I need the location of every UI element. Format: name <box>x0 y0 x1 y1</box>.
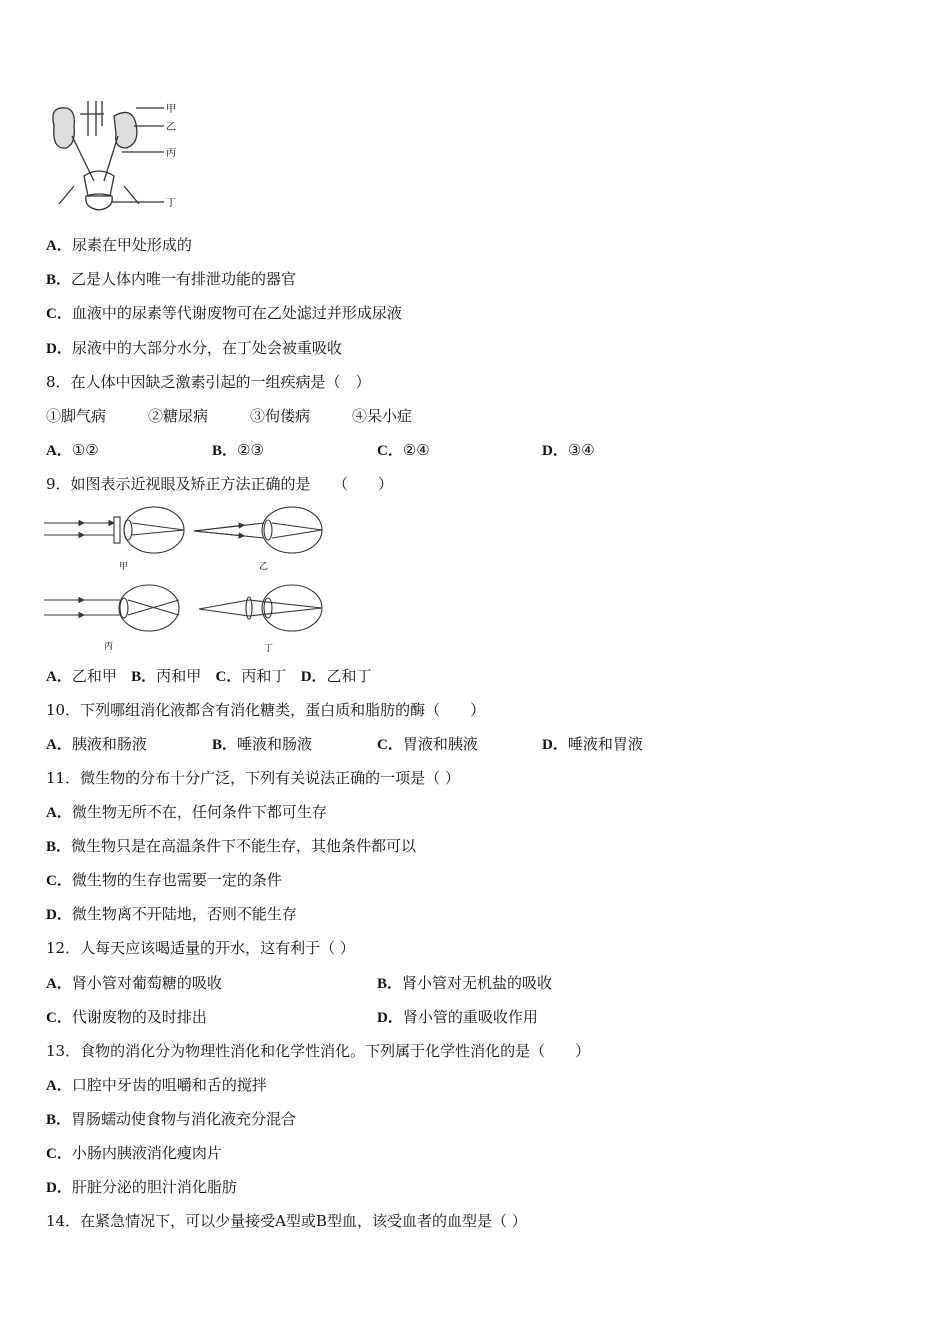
q8-stem: 8．在人体中因缺乏激素引起的一组疾病是（ ） <box>46 373 371 391</box>
q11-option-d: D．微生物离不开陆地，否则不能生存 <box>46 905 297 923</box>
label-jia: 甲 <box>119 562 129 572</box>
q10-stem: 10．下列哪组消化液都含有消化糖类，蛋白质和脂肪的酶（ ） <box>46 701 486 719</box>
q13-option-d: D．肝脏分泌的胆汁消化脂肪 <box>46 1178 237 1196</box>
q8-item: ④呆小症 <box>352 407 413 425</box>
q8-option-d: D．③④ <box>542 441 595 459</box>
q12-options-row1 <box>46 973 746 993</box>
q13-option-c: C．小肠内胰液消化瘦肉片 <box>46 1144 222 1162</box>
q12-option-a: A．肾小管对葡萄糖的吸收 <box>46 974 222 992</box>
q9-option-c: C．丙和丁 <box>215 667 287 685</box>
label-jia: 甲 <box>166 104 176 115</box>
q8-item: ③佝偻病 <box>250 407 311 425</box>
q9-option-a: A．乙和甲 <box>46 667 117 685</box>
q11-option-c: C．微生物的生存也需要一定的条件 <box>46 871 282 889</box>
urinary-system-figure <box>44 96 194 216</box>
q8-item: ②糖尿病 <box>148 407 209 425</box>
q10-option-b: B．唾液和肠液 <box>212 735 313 753</box>
q8-option-b: B．②③ <box>212 441 264 459</box>
label-bing: 丙 <box>166 148 176 159</box>
q12-option-c: C．代谢废物的及时排出 <box>46 1008 207 1026</box>
eye-diagram-figure <box>44 503 334 658</box>
q8-item: ①脚气病 <box>46 407 107 425</box>
q10-options <box>46 734 746 754</box>
label-bing: 丙 <box>104 642 114 652</box>
q10-option-d: D．唾液和胃液 <box>542 735 643 753</box>
q8-option-c: C．②④ <box>377 441 430 459</box>
q12-option-d: D．肾小管的重吸收作用 <box>377 1008 538 1026</box>
q8-option-a: A．①② <box>46 441 99 459</box>
q12-option-b: B．肾小管对无机盐的吸收 <box>377 974 553 992</box>
q9-option-d: D．乙和丁 <box>300 667 372 685</box>
q7-option-c: C．血液中的尿素等代谢废物可在乙处滤过并形成尿液 <box>46 304 402 322</box>
label-yi: 乙 <box>166 122 176 133</box>
label-ding: 丁 <box>264 644 274 654</box>
q8-items <box>46 406 546 426</box>
q13-stem: 13．食物的消化分为物理性消化和化学性消化。下列属于化学性消化的是（ ） <box>46 1042 591 1060</box>
q9-stem: 9．如图表示近视眼及矫正方法正确的是 （ ） <box>46 475 394 493</box>
q7-option-d: D．尿液中的大部分水分，在丁处会被重吸收 <box>46 339 342 357</box>
q10-option-a: A．胰液和肠液 <box>46 735 147 753</box>
q12-stem: 12．人每天应该喝适量的开水，这有利于（ ） <box>46 939 355 957</box>
q13-option-a: A．口腔中牙齿的咀嚼和舌的搅拌 <box>46 1076 267 1094</box>
q7-option-b: B．乙是人体内唯一有排泄功能的器官 <box>46 270 297 288</box>
q11-option-b: B．微生物只是在高温条件下不能生存，其他条件都可以 <box>46 837 417 855</box>
q8-options <box>46 440 746 460</box>
q13-option-b: B．胃肠蠕动使食物与消化液充分混合 <box>46 1110 297 1128</box>
q9-options <box>46 666 372 687</box>
q12-options-row2 <box>46 1007 746 1027</box>
label-yi: 乙 <box>259 562 269 572</box>
q7-option-a: A．尿素在甲处形成的 <box>46 236 192 254</box>
q10-option-c: C．胃液和胰液 <box>377 735 478 753</box>
q9-option-b: B．丙和甲 <box>131 667 202 685</box>
q11-option-a: A．微生物无所不在，任何条件下都可生存 <box>46 803 327 821</box>
q11-stem: 11．微生物的分布十分广泛，下列有关说法正确的一项是（ ） <box>46 769 460 787</box>
label-ding: 丁 <box>166 198 176 209</box>
q14-stem: 14．在紧急情况下，可以少量接受A型或B型血，该受血者的血型是（ ） <box>46 1212 527 1230</box>
